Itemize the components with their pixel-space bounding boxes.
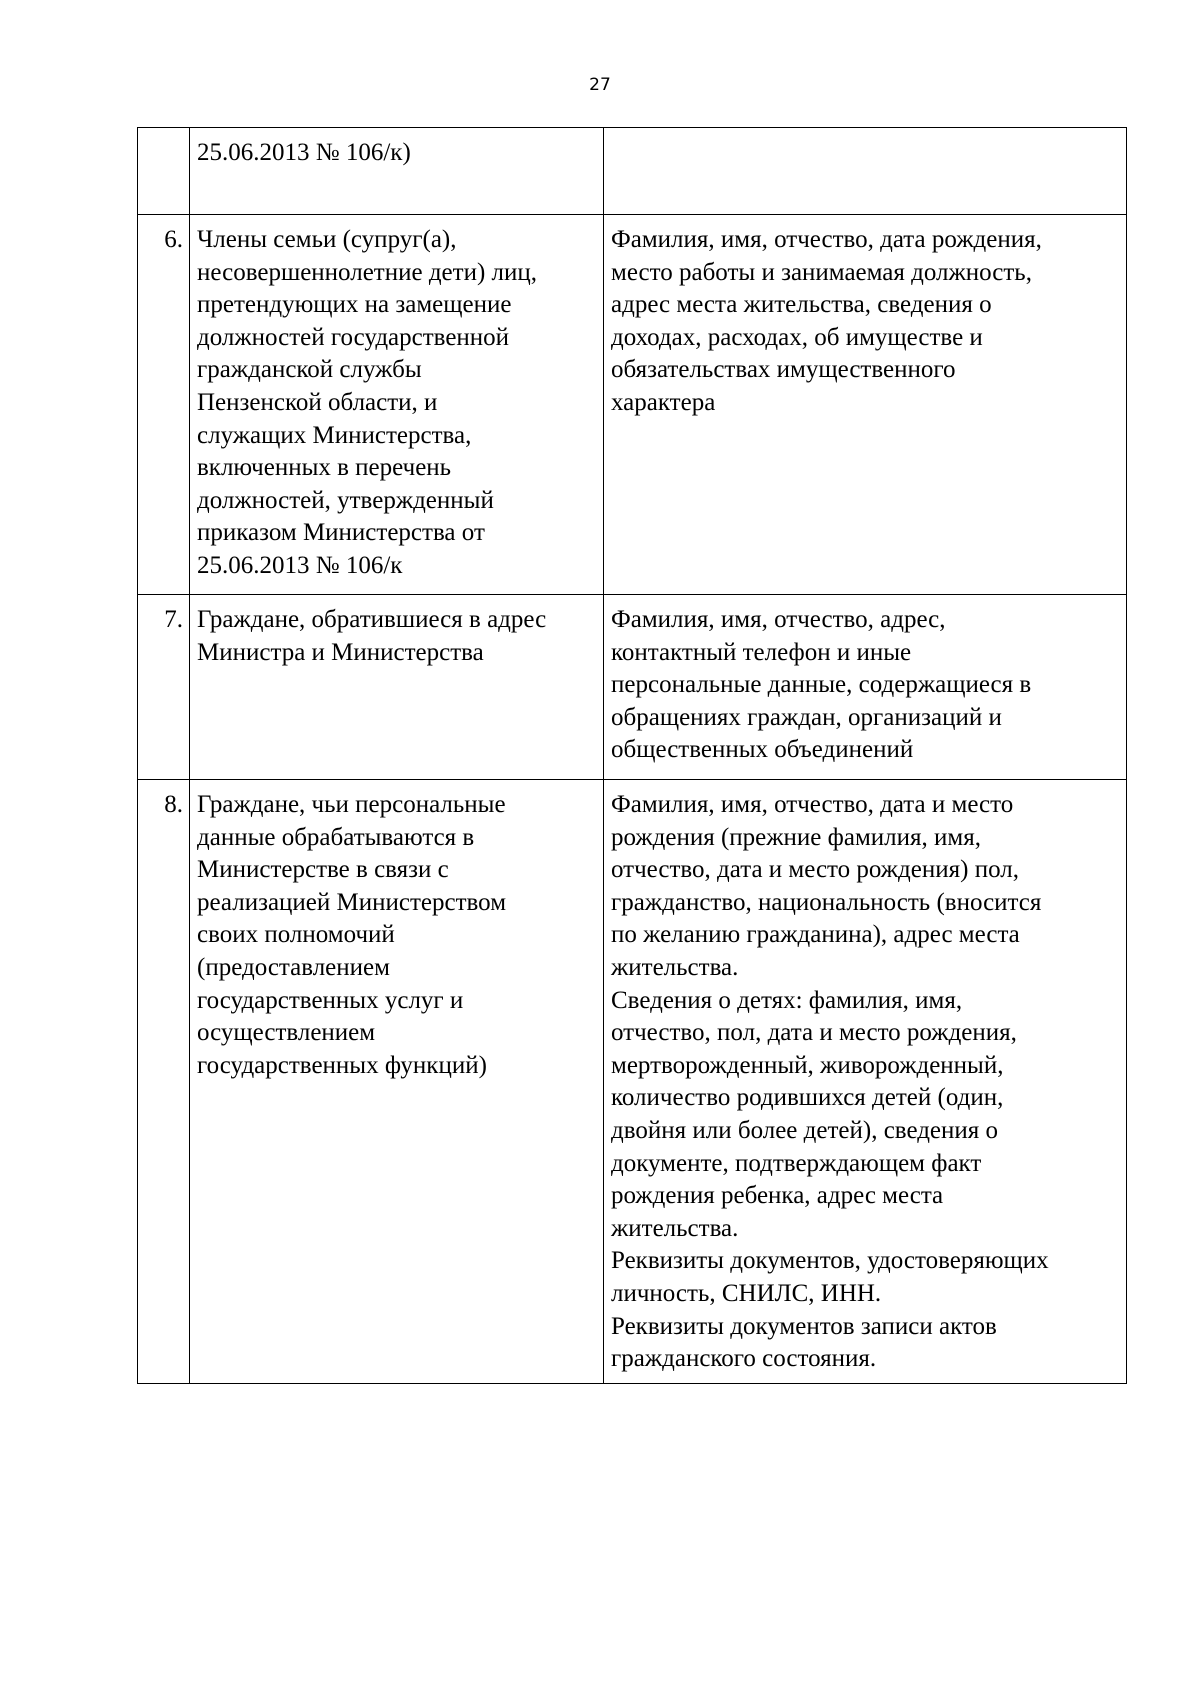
table-row: [138, 215, 1127, 595]
row-number-cell: 7.: [138, 595, 190, 780]
data-categories-cell: Фамилия, имя, отчество, адрес, контактный телефон и иные персональные данные, содержащиеся в обращениях граждан, организаций и общественных объединений: [604, 595, 1127, 780]
data-categories-cell: [604, 128, 1127, 215]
data-categories-cell: Фамилия, имя, отчество, дата и место рождения (прежние фамилия, имя, отчество, дата и место рождения) пол, гражданство, национальность (вносится по желанию гражданина), адрес места жительства. Сведения о детях: фамилия, имя, отчество, пол, дата и место рождения, мертворожденный, живорожденный, количество родившихся детей (один, двойня или более детей), сведения о документе, подтверждающем факт рождения ребенка, адрес места жительства. Реквизиты документов, удостоверяющих личность, СНИЛС, ИНН. Реквизиты документов записи актов гражданского состояния.: [604, 780, 1127, 1384]
subjects-cell: Граждане, чьи персональные данные обрабатываются в Министерстве в связи с реализацией Министерством своих полномочий (предоставлением государственных услуг и осуществлением государственных функций): [190, 780, 604, 1384]
personal-data-table: [137, 127, 1127, 1384]
page-number: 27: [589, 75, 611, 95]
table-row: [138, 128, 1127, 215]
subjects-cell: Члены семьи (супруг(а), несовершеннолетние дети) лиц, претендующих на замещение должностей государственной гражданской службы Пензенской области, и служащих Министерства, включенных в перечень должностей, утвержденный приказом Министерства от 25.06.2013 № 106/к: [190, 215, 604, 595]
row-number-cell: 8.: [138, 780, 190, 1384]
subjects-cell: Граждане, обратившиеся в адрес Министра и Министерства: [190, 595, 604, 780]
row-number-cell: 6.: [138, 215, 190, 595]
row-number-cell: [138, 128, 190, 215]
table-row: [138, 780, 1127, 1384]
subjects-cell: 25.06.2013 № 106/к): [190, 128, 604, 215]
table-row: [138, 595, 1127, 780]
data-categories-cell: Фамилия, имя, отчество, дата рождения, место работы и занимаемая должность, адрес места жительства, сведения о доходах, расходах, об имуществе и обязательствах имущественного характера: [604, 215, 1127, 595]
